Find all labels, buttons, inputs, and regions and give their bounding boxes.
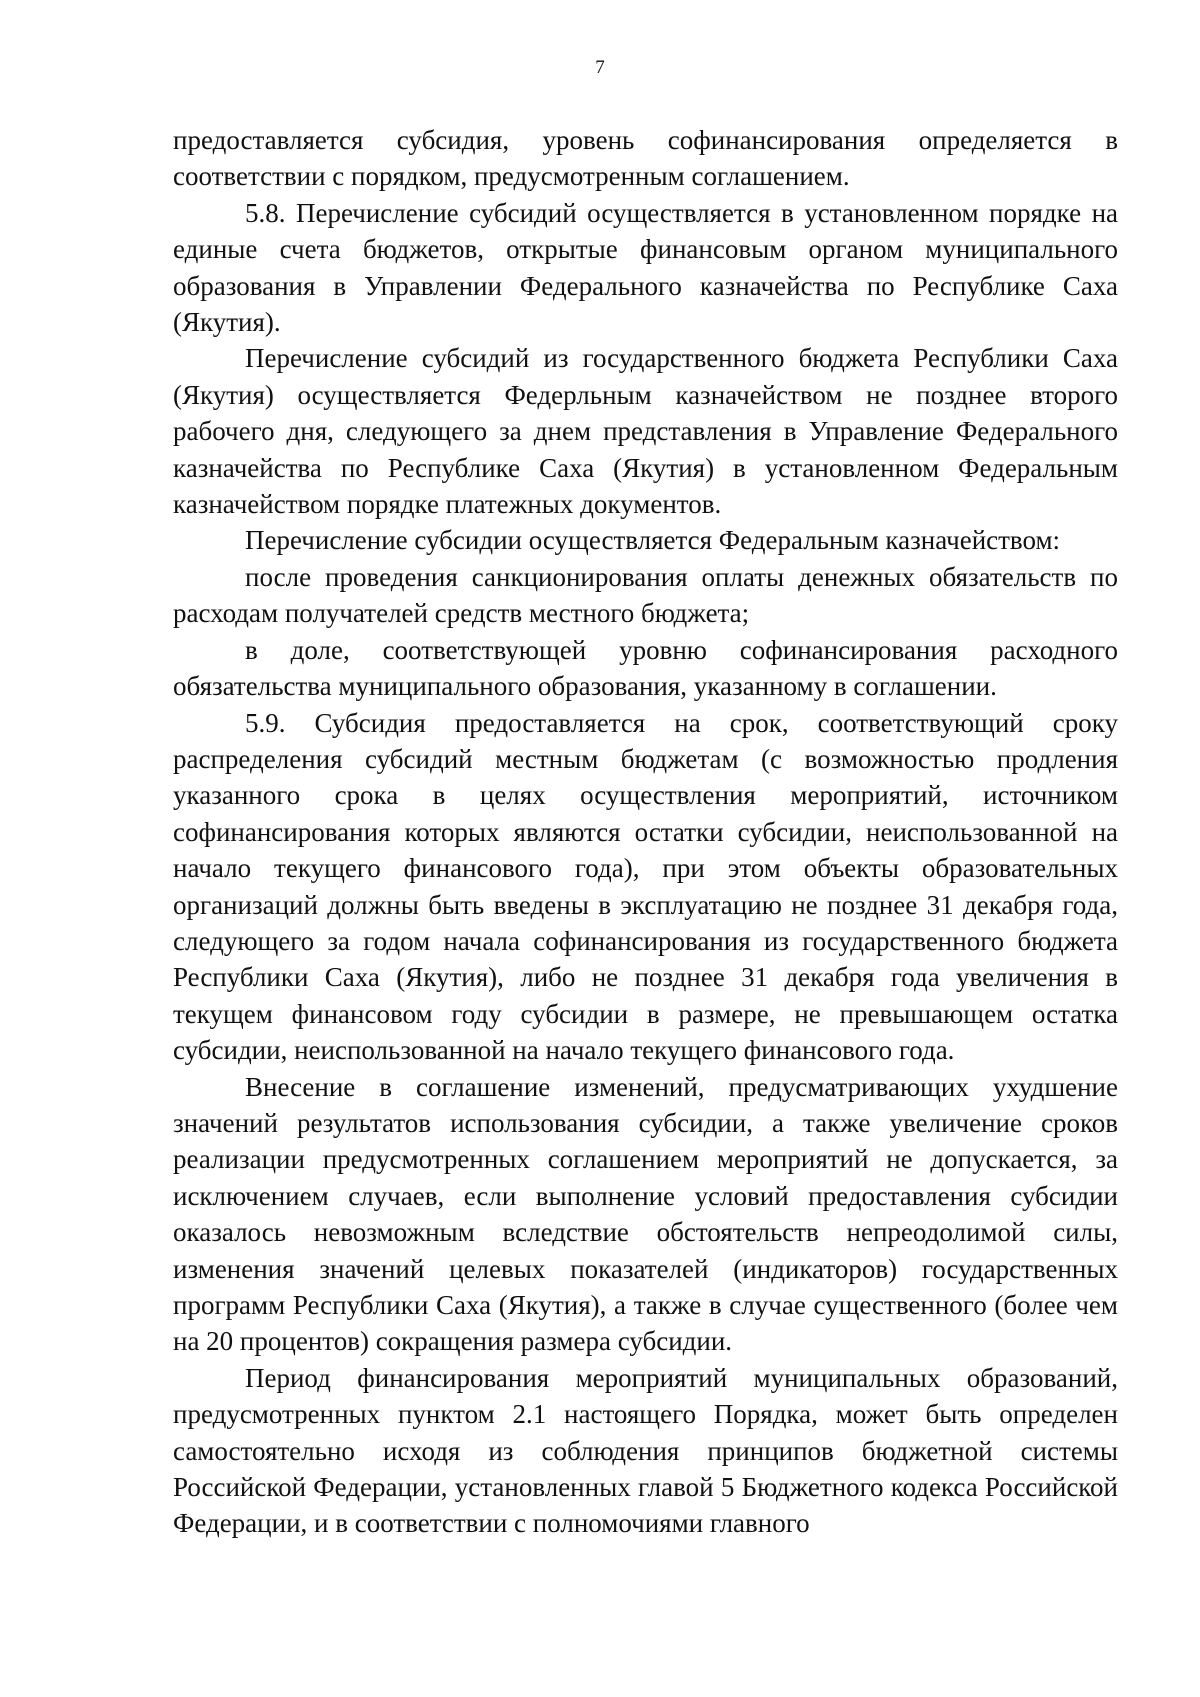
paragraph: 5.8. Перечисление субсидий осуществляется в установленном порядке на единые счета бюджетов, открытые финансовым органом муниципального образования в Управлении Федерального казначейства по Республике Саха (Якутия). xyxy=(173,197,1118,338)
paragraph: предоставляется субсидия, уровень софинансирования определяется в соответствии с порядком, предусмотренным соглашением. xyxy=(173,125,1118,192)
body-text xyxy=(173,122,1118,1542)
paragraph: в доле, соответствующей уровню софинансирования расходного обязательства муниципального образования, указанному в соглашении. xyxy=(173,634,1118,702)
paragraph: после проведения санкционирования оплаты денежных обязательств по расходам получателей средств местного бюджета; xyxy=(173,561,1118,629)
paragraph-continued: Период финансирования мероприятий муниципальных образований, предусмотренных пунктом 2.1 настоящего Порядка, может быть определен самостоятельно исходя из соблюдения принципов бюджетной системы Российской Федерации, установленных главой 5 Бюджетного кодекса Российской Федерации, и в соответствии с полномочиями главного xyxy=(173,1362,1118,1539)
paragraph: Перечисление субсидий из государственного бюджета Республики Саха (Якутия) осуществляется Федерльным казначейством не позднее второго рабочего дня, следующего за днем представления в Управление Федерального казначейства по Республике Саха (Якутия) в установленном Федеральным казначейством порядке платежных документов. xyxy=(173,343,1118,520)
paragraph: Перечисление субсидии осуществляется Федеральным казначейством: xyxy=(245,525,1061,556)
paragraph: 5.9. Субсидия предоставляется на срок, соответствующий сроку распределения субсидий местным бюджетам (с возможностью продления указанного срока в целях осуществления мероприятий, источником софинансирования которых являются остатки субсидии, неиспользованной на начало текущего финансового года), при этом объекты образовательных организаций должны быть введены в эксплуатацию не позднее 31 декабря года, следующего за годом начала софинансирования из государственного бюджета Республики Саха (Якутия), либо не позднее 31 декабря года увеличения в текущем финансовом году субсидии в размере, не превышающем остатка субсидии, неиспользованной на начало текущего финансового года. xyxy=(173,707,1118,1066)
paragraph: Внесение в соглашение изменений, предусматривающих ухудшение значений результатов использования субсидии, а также увеличение сроков реализации предусмотренных соглашением мероприятий не допускается, за исключением случаев, если выполнение условий предоставления субсидии оказалось невозможным вследствие обстоятельств непреодолимой силы, изменения значений целевых показателей (индикаторов) государственных программ Республики Саха (Якутия), а также в случае существенного (более чем на 20 процентов) сокращения размера субсидии. xyxy=(173,1071,1118,1357)
page-number: 7 xyxy=(595,57,605,78)
